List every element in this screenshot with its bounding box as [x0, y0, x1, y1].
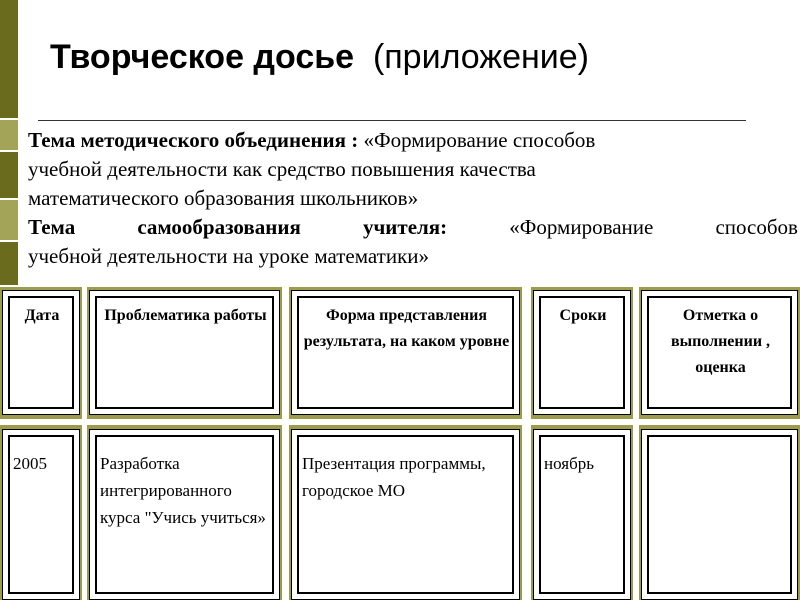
grid-gap — [82, 285, 87, 600]
topic-paragraph — [28, 126, 798, 271]
table-cell — [2, 429, 80, 600]
header-mark: Отметка о выполнении , оценка — [670, 307, 771, 376]
self-topic-text-word: «Формирование — [509, 215, 654, 239]
cell-result-form: Презентация программы, городское МО — [302, 454, 486, 500]
method-topic-line-1 — [28, 126, 798, 155]
table-header-cell — [291, 290, 520, 415]
grid-gap — [522, 285, 531, 600]
cell-terms: ноябрь — [544, 454, 594, 473]
method-topic-text-1: «Формирование способов — [363, 128, 596, 152]
cell-problem: Разработка интегрированного курса "Учись учиться» — [100, 454, 266, 527]
stripe-block — [0, 0, 18, 118]
dossier-table — [0, 285, 800, 600]
header-result-form: Форма представления результата, на каком уровне — [303, 307, 510, 350]
self-topic-line-2: учебной деятельности на уроке математики» — [28, 244, 430, 268]
header-date: Дата — [24, 307, 60, 324]
method-topic-line-3: математического образования школьников» — [28, 186, 419, 210]
self-topic-label-word: Тема — [28, 215, 76, 239]
method-topic-label: Тема методического объединения : — [28, 128, 359, 152]
self-topic-line-1 — [28, 213, 798, 242]
table-header-cell — [2, 290, 80, 415]
header-problem: Проблематика работы — [104, 307, 267, 324]
grid-gap — [282, 285, 289, 600]
header-terms: Сроки — [559, 307, 607, 324]
grid-gap — [0, 285, 800, 287]
title-main: Творческое досье — [50, 38, 355, 76]
table-header-cell — [641, 290, 798, 415]
self-topic-label-word: учителя: — [362, 215, 448, 239]
table-cell — [533, 429, 631, 600]
stripe-block — [0, 152, 18, 198]
self-topic-label-word: самообразования — [137, 215, 301, 239]
page-title — [50, 38, 589, 77]
method-topic-line-2: учебной деятельности как средство повышения качества — [28, 157, 536, 181]
title-divider — [38, 120, 746, 121]
title-sub: (приложение) — [372, 38, 589, 76]
stripe-block — [0, 200, 18, 240]
table-header-cell — [533, 290, 631, 415]
cell-frame — [647, 435, 792, 594]
stripe-block — [0, 242, 18, 290]
self-topic-text-word: способов — [715, 215, 798, 239]
stripe-block — [0, 120, 18, 150]
table-header-cell — [89, 290, 280, 415]
grid-gap — [0, 419, 800, 425]
table-cell — [641, 429, 798, 600]
cell-date: 2005 — [13, 454, 47, 473]
grid-gap — [633, 285, 639, 600]
table-cell — [291, 429, 520, 600]
table-cell — [89, 429, 280, 600]
